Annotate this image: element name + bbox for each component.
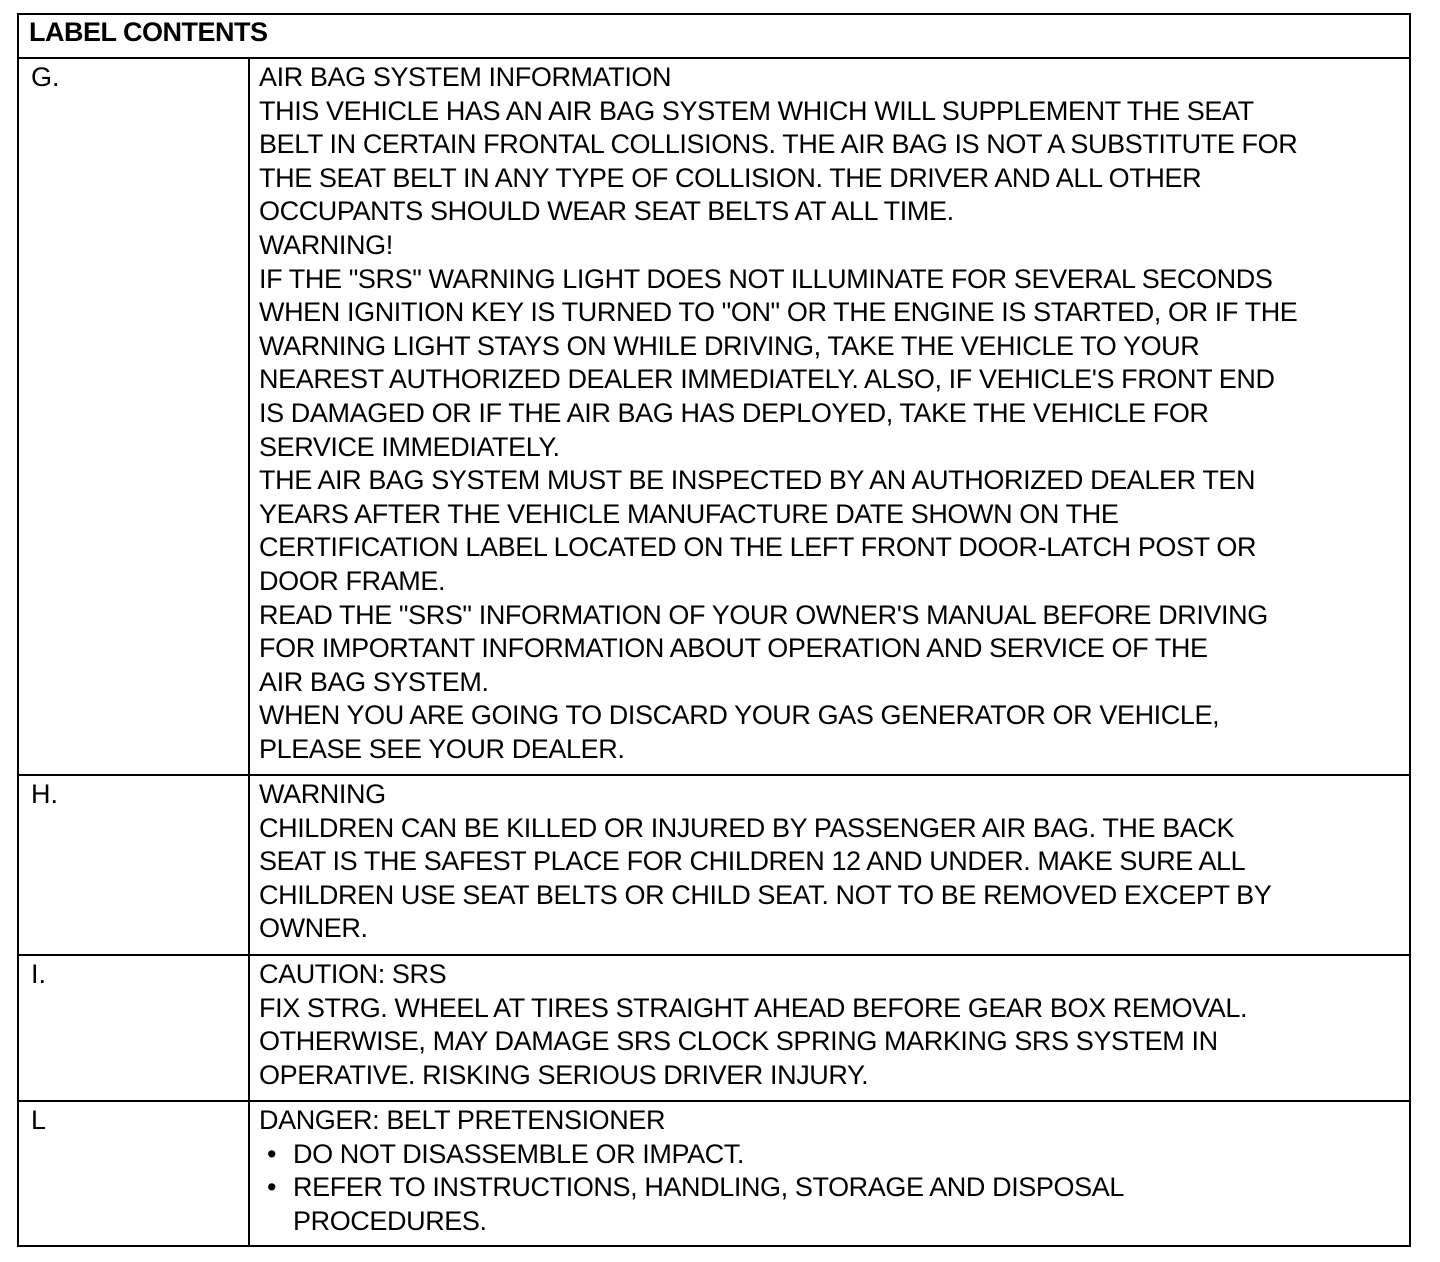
content-line: WHEN IGNITION KEY IS TURNED TO "ON" OR THE ENGINE IS STARTED, OR IF THE xyxy=(259,297,1298,328)
row-label: G. xyxy=(19,59,250,774)
content-line: OPERATIVE. RISKING SERIOUS DRIVER INJURY. xyxy=(259,1059,869,1090)
content-line: OTHERWISE, MAY DAMAGE SRS CLOCK SPRING MARKING SRS SYSTEM IN xyxy=(259,1026,1218,1057)
content-line: READ THE "SRS" INFORMATION OF YOUR OWNER'S MANUAL BEFORE DRIVING xyxy=(259,599,1268,630)
bullet-line: DO NOT DISASSEMBLE OR IMPACT. xyxy=(293,1138,744,1169)
content-line: SEAT IS THE SAFEST PLACE FOR CHILDREN 12 AND UNDER. MAKE SURE ALL xyxy=(259,846,1246,877)
bullet-item xyxy=(259,1138,1401,1172)
content-line: CHILDREN CAN BE KILLED OR INJURED BY PASSENGER AIR BAG. THE BACK xyxy=(259,812,1235,843)
content-line: YEARS AFTER THE VEHICLE MANUFACTURE DATE SHOWN ON THE xyxy=(259,498,1119,529)
table-row-l xyxy=(19,1102,1409,1245)
row-content xyxy=(250,956,1409,1100)
content-line: IF THE "SRS" WARNING LIGHT DOES NOT ILLUMINATE FOR SEVERAL SECONDS xyxy=(259,263,1273,294)
content-line: THIS VEHICLE HAS AN AIR BAG SYSTEM WHICH WILL SUPPLEMENT THE SEAT xyxy=(259,95,1254,126)
content-line: CERTIFICATION LABEL LOCATED ON THE LEFT FRONT DOOR-LATCH POST OR xyxy=(259,532,1257,563)
content-line: THE SEAT BELT IN ANY TYPE OF COLLISION. THE DRIVER AND ALL OTHER xyxy=(259,162,1202,193)
content-line: FOR IMPORTANT INFORMATION ABOUT OPERATION AND SERVICE OF THE xyxy=(259,633,1208,664)
row-content xyxy=(250,59,1409,774)
bullet-line: PROCEDURES. xyxy=(293,1205,487,1236)
content-line: PLEASE SEE YOUR DEALER. xyxy=(259,733,625,764)
content-line: AIR BAG SYSTEM. xyxy=(259,666,489,697)
content-line: DOOR FRAME. xyxy=(259,565,446,596)
content-line: OCCUPANTS SHOULD WEAR SEAT BELTS AT ALL TIME. xyxy=(259,196,954,227)
content-line: WHEN YOU ARE GOING TO DISCARD YOUR GAS GENERATOR OR VEHICLE, xyxy=(259,700,1220,731)
bullet-icon: • xyxy=(267,1172,277,1203)
row-label: L xyxy=(19,1102,250,1245)
table-row-h xyxy=(19,776,1409,956)
bullet-list xyxy=(259,1138,1401,1239)
content-line: OWNER. xyxy=(259,913,368,944)
row-label: H. xyxy=(19,776,250,954)
row-content xyxy=(250,1102,1409,1245)
content-line: WARNING LIGHT STAYS ON WHILE DRIVING, TAKE THE VEHICLE TO YOUR xyxy=(259,330,1200,361)
content-line: WARNING xyxy=(259,779,386,809)
content-line: IS DAMAGED OR IF THE AIR BAG HAS DEPLOYED, TAKE THE VEHICLE FOR xyxy=(259,397,1209,428)
table-row-i xyxy=(19,956,1409,1102)
content-line: THE AIR BAG SYSTEM MUST BE INSPECTED BY AN AUTHORIZED DEALER TEN xyxy=(259,465,1256,496)
content-line: FIX STRG. WHEEL AT TIRES STRAIGHT AHEAD BEFORE GEAR BOX REMOVAL. xyxy=(259,992,1248,1023)
content-line: CHILDREN USE SEAT BELTS OR CHILD SEAT. NOT TO BE REMOVED EXCEPT BY xyxy=(259,879,1272,910)
content-line: WARNING! xyxy=(259,229,393,260)
row-label: I. xyxy=(19,956,250,1100)
bullet-item xyxy=(259,1171,1401,1238)
bullet-icon: • xyxy=(267,1138,277,1169)
content-line: AIR BAG SYSTEM INFORMATION xyxy=(259,62,672,92)
content-line: CAUTION: SRS xyxy=(259,959,447,989)
label-contents-table xyxy=(17,13,1411,1247)
content-heading: DANGER: BELT PRETENSIONER xyxy=(259,1105,666,1135)
row-content xyxy=(250,776,1409,954)
content-line: BELT IN CERTAIN FRONTAL COLLISIONS. THE AIR BAG IS NOT A SUBSTITUTE FOR xyxy=(259,129,1298,160)
content-line: NEAREST AUTHORIZED DEALER IMMEDIATELY. ALSO, IF VEHICLE'S FRONT END xyxy=(259,364,1275,395)
bullet-line: REFER TO INSTRUCTIONS, HANDLING, STORAGE AND DISPOSAL xyxy=(293,1172,1124,1203)
table-title: LABEL CONTENTS xyxy=(19,15,1409,59)
table-row-g xyxy=(19,59,1409,776)
content-line: SERVICE IMMEDIATELY. xyxy=(259,431,560,462)
